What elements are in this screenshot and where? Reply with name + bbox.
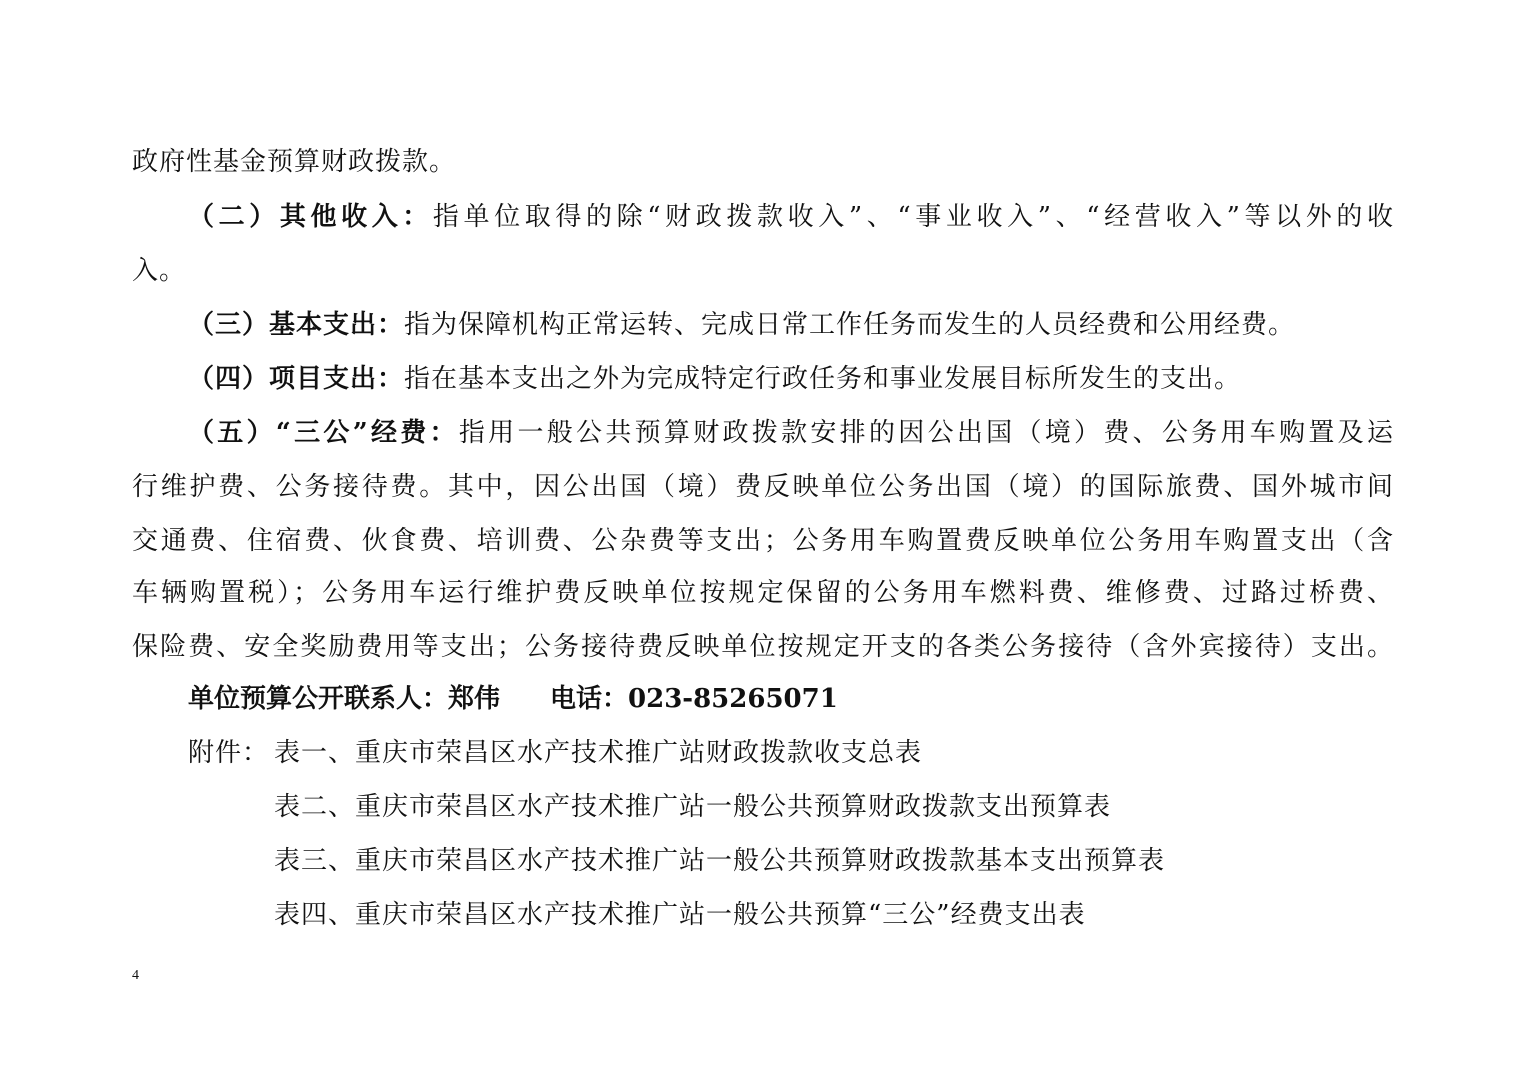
page-number: 4 — [132, 968, 139, 983]
paragraph-text: 指在基本支出之外为完成特定行政任务和事业发展目标所发生的支出。 — [404, 364, 1242, 394]
paragraph-text: 指为保障机构正常运转、完成日常工作任务而发生的人员经费和公用经费。 — [404, 310, 1296, 340]
attachment-item: 表四、重庆市荣昌区水产技术推广站一般公共预算“三公”经费支出表 — [274, 900, 1086, 930]
paragraph-text: 车辆购置税）；公务用车运行维护费反映单位按规定保留的公务用车燃料费、维修费、过路过桥费、 — [132, 578, 1394, 608]
term-heading: （五）“三公”经费： — [188, 418, 459, 448]
term-heading: （三）基本支出： — [188, 310, 405, 340]
paragraph-line — [132, 620, 1394, 674]
term-heading: （四）项目支出： — [188, 364, 405, 394]
paragraph-line — [132, 514, 1394, 568]
paragraph-text: 入。 — [132, 256, 187, 286]
paragraph-text: 指用一般公共预算财政拨款安排的因公出国（境）费、公务用车购置及运 — [458, 418, 1394, 448]
attachment-item: 表二、重庆市荣昌区水产技术推广站一般公共预算财政拨款支出预算表 — [274, 792, 1112, 822]
contact-phone: 电话：023-85265071 — [550, 684, 838, 714]
attachment-item: 表一、重庆市荣昌区水产技术推广站财政拨款收支总表 — [274, 738, 923, 768]
paragraph-line — [132, 244, 1394, 298]
paragraph-line — [132, 135, 1394, 189]
term-heading: （二）其他收入： — [188, 202, 433, 232]
paragraph-text: 政府性基金预算财政拨款。 — [132, 147, 457, 177]
paragraph-line — [132, 566, 1394, 620]
attachments-label: 附件： — [188, 738, 270, 768]
paragraph-project-expenditure — [188, 352, 1394, 406]
contact-line — [188, 672, 838, 726]
paragraph-three-public — [188, 406, 1394, 460]
paragraph-text: 保险费、安全奖励费用等支出；公务接待费反映单位按规定开支的各类公务接待（含外宾接待）支出。 — [132, 632, 1394, 662]
paragraph-line — [132, 460, 1394, 514]
paragraph-text: 行维护费、公务接待费。其中，因公出国（境）费反映单位公务出国（境）的国际旅费、国外城市间 — [132, 472, 1394, 502]
attachment-item: 表三、重庆市荣昌区水产技术推广站一般公共预算财政拨款基本支出预算表 — [274, 846, 1166, 876]
paragraph-text: 交通费、住宿费、伙食费、培训费、公杂费等支出；公务用车购置费反映单位公务用车购置支出（含 — [132, 526, 1394, 556]
contact-person: 单位预算公开联系人：郑伟 — [188, 684, 501, 714]
paragraph-basic-expenditure — [188, 298, 1394, 352]
paragraph-other-income — [188, 190, 1394, 244]
paragraph-text: 指单位取得的除“财政拨款收入”、“事业收入”、“经营收入”等以外的收 — [432, 202, 1394, 232]
